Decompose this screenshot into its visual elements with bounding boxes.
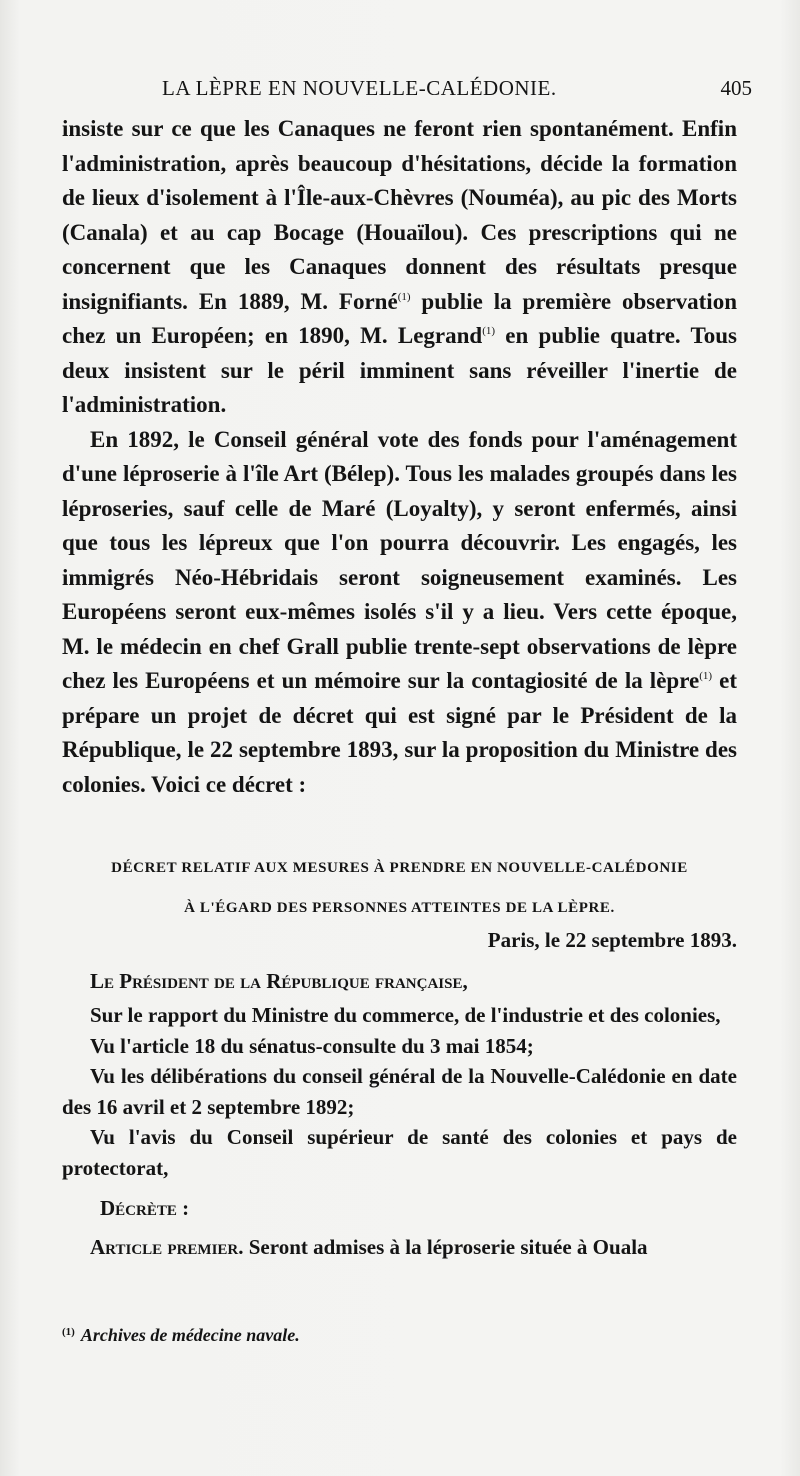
article-label: Article premier. — [90, 1234, 244, 1259]
main-text — [62, 112, 737, 802]
page-number: 405 — [720, 76, 752, 100]
paragraph-1-part-c: en publie quatre. Tous deux insistent sur le péril imminent sans réveiller l'inertie de l'administration. — [62, 323, 737, 417]
decree-body — [62, 925, 737, 1262]
decree-heading-line-1: DÉCRET RELATIF AUX MESURES À PRENDRE EN NOUVELLE-CALÉDONIE — [111, 860, 688, 876]
paragraph-1-part-b: publie la première observation chez un Européen; en 1890, M. Legrand — [62, 288, 737, 348]
decree-decrete: Décrète : — [100, 1196, 190, 1220]
decree-line-3: Vu les délibérations du conseil général de la Nouvelle-Calédonie en date des 16 avril et 2 septembre 1892; — [62, 1064, 737, 1119]
paragraph-2-part-a: En 1892, le Conseil général vote des fonds pour l'aménagement d'une léproserie à l'île Art (Bélep). Tous les malades groupés dans les léproseries, sauf celle de Maré (Loyalty), y seront enfermés, ainsi que tous les lépreux que l'on pourra découvrir. Les engagés, les immigrés Néo-Hébridais seront soigneusement examinés. Les Européens seront eux-mêmes isolés s'il y a lieu. Vers cette époque, M. le médecin en chef Grall publie trente-sept observations de lèpre chez les Européens et un mémoire sur la contagiosité de la lèpre — [62, 426, 737, 693]
paragraph-1 — [62, 112, 737, 423]
decree-line-4: Vu l'avis du Conseil supérieur de santé des colonies et pays de protectorat, — [62, 1125, 737, 1180]
decree-president: Le Président de la République française, — [90, 968, 468, 993]
decree-heading — [62, 848, 737, 928]
article-text: Seront admises à la léproserie située à Ouala — [243, 1234, 648, 1259]
footnote — [62, 1325, 737, 1346]
decree-line-2: Vu l'article 18 du sénatus-consulte du 3 mai 1854; — [90, 1033, 534, 1058]
footnote-ref: (1) — [482, 325, 496, 337]
footnote-ref: (1) — [397, 290, 411, 303]
footnote-marker: (1) — [62, 1326, 75, 1338]
footnote-text: Archives de médecine navale. — [80, 1325, 300, 1345]
paragraph-2 — [62, 423, 737, 803]
decree-article-1 — [62, 1232, 737, 1263]
page-header — [62, 72, 752, 112]
running-title: LA LÈPRE EN NOUVELLE-CALÉDONIE. — [162, 76, 557, 100]
footnote-ref: (1) — [699, 670, 713, 682]
decree-line-1: Sur le rapport du Ministre du commerce, de l'industrie et des colonies, — [90, 1003, 721, 1027]
decree-heading-line-2: À L'ÉGARD DES PERSONNES ATTEINTES DE LA LÈPRE. — [184, 900, 615, 916]
decree-date: Paris, le 22 septembre 1893. — [487, 928, 737, 952]
paragraph-2-part-b: et prépare un projet de décret qui est signé par le Président de la République, le 22 septembre 1893, sur la proposition du Ministre des colonies. Voici ce décret : — [62, 668, 737, 797]
paragraph-1-part-a: insiste sur ce que les Canaques ne feront rien spontanément. Enfin l'administration, après beaucoup d'hésitations, décide la formation de lieux d'isolement à l'Île-aux-Chèvres (Nouméa), au pic des Morts (Canala) et au cap Bocage (Houaïlou). Ces prescriptions qui ne concernent que les Canaques donnent des résultats presque insignifiants. En 1889, M. Forné — [62, 116, 737, 314]
